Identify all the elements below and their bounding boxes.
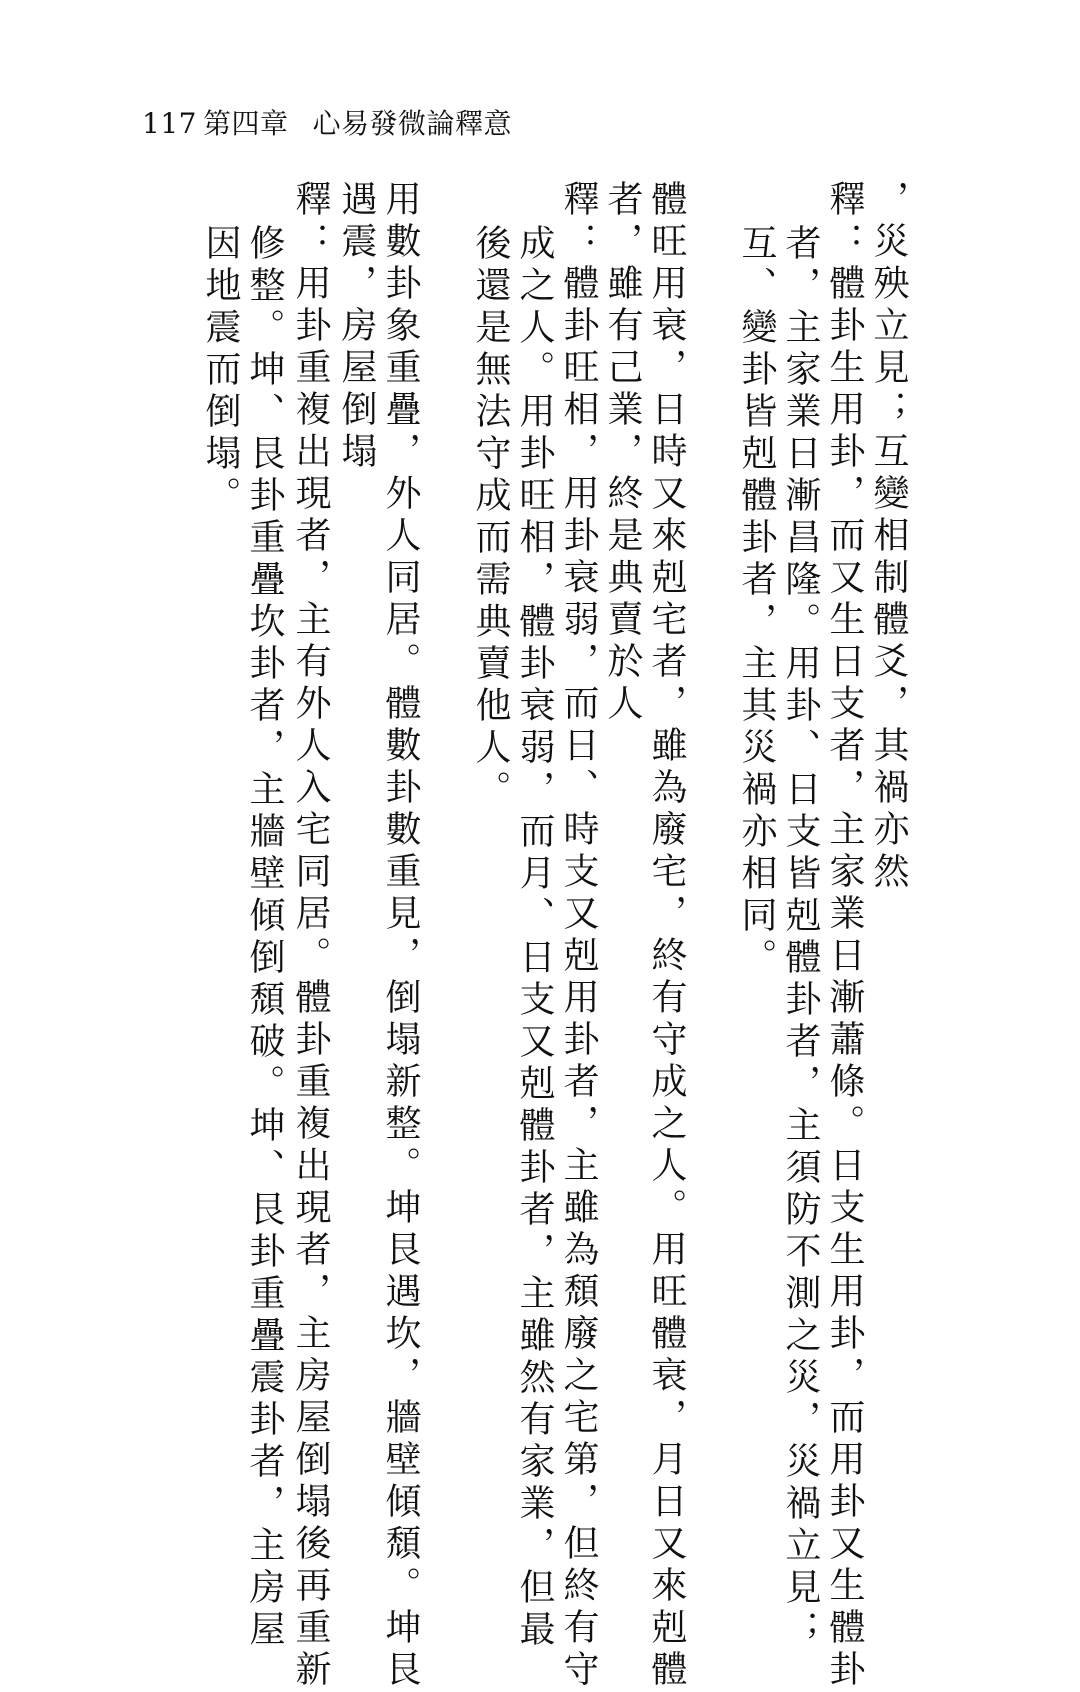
text-column-1: ，災殃立見；互變相制體爻，其禍亦然 <box>868 180 909 894</box>
text-column-3: 者，主家業日漸昌隆。用卦、日支皆剋體卦者，主須防不測之災，災禍立見； <box>780 224 821 1652</box>
page-number: 117 <box>142 107 197 140</box>
text-column-5: 體旺用衰，日時又來剋宅者，雖為廢宅，終有守成之人。用旺體衰，月日又來剋體 <box>646 180 687 1692</box>
text-column-10: 用數卦象重疊，外人同居。體數卦數重見，倒塌新整。坤艮遇坎，牆壁傾頹。坤艮 <box>380 180 421 1692</box>
text-column-8: 成之人。用卦旺相，體卦衰弱，而月、日支又剋體卦者，主雖然有家業，但最 <box>514 224 555 1652</box>
chapter-label: 第四章 <box>202 107 289 140</box>
text-column-13: 修整。坤、艮卦重疊坎卦者，主牆壁傾倒頹破。坤、艮卦重疊震卦者，主房屋 <box>244 224 285 1652</box>
text-column-14: 因地震而倒塌。 <box>200 224 241 518</box>
text-column-11: 遇震，房屋倒塌 <box>336 180 377 474</box>
chapter-title: 心易發微論釋意 <box>312 107 512 140</box>
text-column-2: 釋：體卦生用卦，而又生日支者，主家業日漸蕭條。日支生用卦，而用卦又生體卦 <box>824 180 865 1692</box>
text-column-4: 互、變卦皆剋體卦者，主其災禍亦相同。 <box>736 224 777 980</box>
text-column-6: 者，雖有己業，終是典賣於人 <box>602 180 643 726</box>
text-column-9: 後還是無法守成而需典賣他人。 <box>470 224 511 812</box>
text-column-12: 釋：用卦重複出現者，主有外人入宅同居。體卦重複出現者，主房屋倒塌後再重新 <box>290 180 331 1692</box>
text-column-7: 釋：體卦旺相，用卦衰弱，而日、時支又剋用卦者，主雖為頹廢之宅第，但終有守 <box>558 180 599 1692</box>
page-header <box>142 104 512 144</box>
